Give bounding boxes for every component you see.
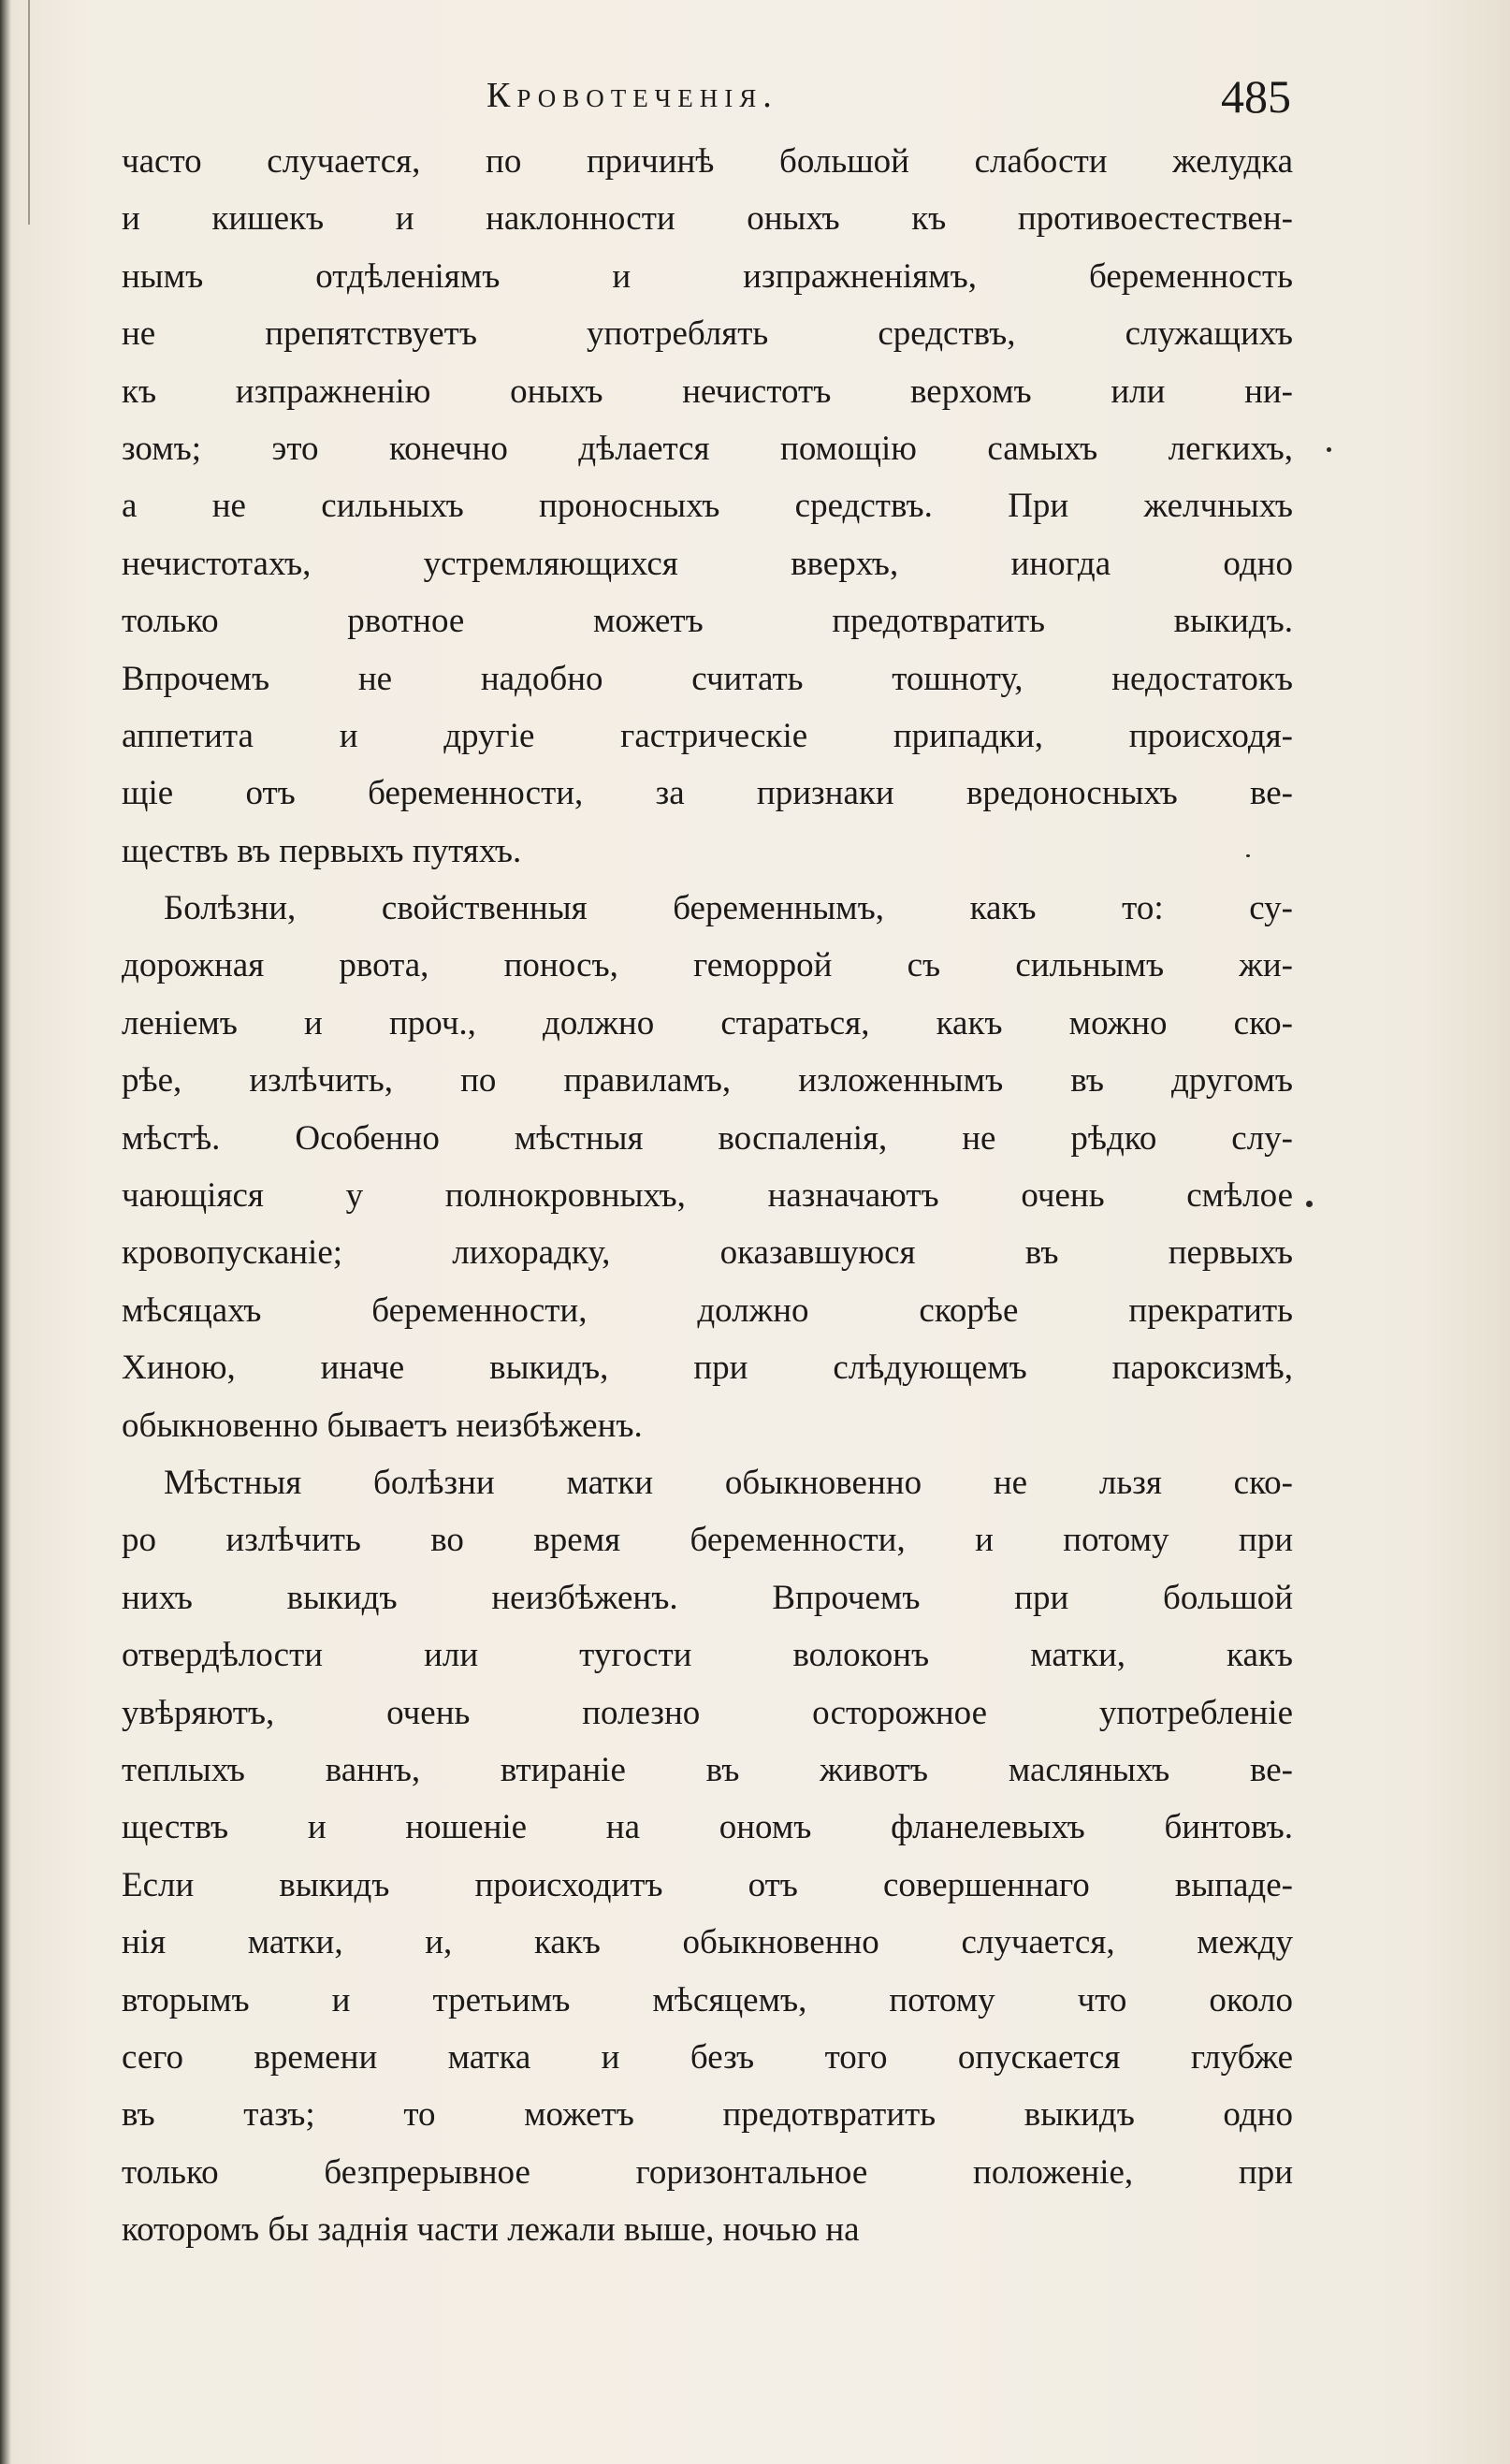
text-line: Впрочемъ не надобно считать тошноту, недостатокъ bbox=[122, 659, 1293, 698]
text-line: которомъ бы заднія части лежали выше, ночью на bbox=[122, 2210, 860, 2250]
text-line: Мѣстныя болѣзни матки обыкновенно не льзя ско- bbox=[164, 1463, 1293, 1502]
text-line: Хиною, иначе выкидъ, при слѣдующемъ пароксизмѣ, bbox=[122, 1349, 1293, 1388]
text-line: аппетита и другіе гастрическіе припадки, происходя- bbox=[122, 716, 1293, 755]
text-line: часто случается, по причинѣ большой слабости желудка bbox=[122, 142, 1293, 181]
text-line: ро излѣчить во время беременности, и потому при bbox=[122, 1521, 1293, 1560]
text-line: отвердѣлости или тугости волоконъ матки, какъ bbox=[122, 1636, 1293, 1675]
text-line: въ тазъ; то можетъ предотвратить выкидъ одно bbox=[122, 2095, 1293, 2135]
text-line: только безпрерывное горизонтальное положеніе, при bbox=[122, 2152, 1293, 2192]
text-line: мѣстѣ. Особенно мѣстныя воспаленія, не рѣдко слу- bbox=[122, 1118, 1293, 1158]
text-line: къ изпражненію оныхъ нечистотъ верхомъ или ни- bbox=[122, 372, 1293, 411]
text-line: кровопусканіе; лихорадку, оказавшуюся въ первыхъ bbox=[122, 1233, 1293, 1273]
text-line: чающіяся у полнокровныхъ, назначаютъ очень смѣлое bbox=[122, 1176, 1293, 1216]
text-line: мѣсяцахъ беременности, должно скорѣе прекратить bbox=[122, 1290, 1293, 1330]
body-text bbox=[122, 133, 1293, 2258]
text-line: нихъ выкидъ неизбѣженъ. Впрочемъ при большой bbox=[122, 1578, 1293, 1617]
text-line: ществъ въ первыхъ путяхъ. bbox=[122, 831, 522, 870]
text-line: увѣряютъ, очень полезно осторожное употребленіе bbox=[122, 1693, 1293, 1732]
page-number: 485 bbox=[1221, 70, 1291, 123]
page-header bbox=[122, 70, 1291, 140]
text-line: теплыхъ ваннъ, втираніе въ животъ масляныхъ ве- bbox=[122, 1750, 1293, 1789]
print-speck bbox=[1327, 447, 1331, 452]
text-line: зомъ; это конечно дѣлается помощію самыхъ легкихъ, bbox=[122, 429, 1293, 468]
text-line: нечистотахъ, устремляющихся вверхъ, иногда одно bbox=[122, 544, 1293, 583]
text-line: сего времени матка и безъ того опускается глубже bbox=[122, 2037, 1293, 2077]
page-edge-shadow bbox=[0, 0, 11, 2464]
print-speck bbox=[1306, 1201, 1313, 1207]
paragraph bbox=[122, 1454, 1293, 2258]
text-line: Если выкидъ происходитъ отъ совершеннаго выпаде- bbox=[122, 1865, 1293, 1904]
text-line: только рвотное можетъ предотвратить выкидъ. bbox=[122, 602, 1293, 641]
paragraph bbox=[122, 880, 1293, 1454]
text-line: вторымъ и третьимъ мѣсяцемъ, потому что около bbox=[122, 1980, 1293, 2019]
print-speck bbox=[1246, 854, 1250, 857]
text-line: нымъ отдѣленіямъ и изпражненіямъ, беременность bbox=[122, 256, 1293, 296]
running-title: Кровотеченія. bbox=[486, 76, 778, 115]
paragraph bbox=[122, 133, 1293, 880]
text-line: ществъ и ношеніе на ономъ фланелевыхъ бинтовъ. bbox=[122, 1808, 1293, 1847]
text-line: леніемъ и проч., должно стараться, какъ можно ско- bbox=[122, 1003, 1293, 1042]
text-line: дорожная рвота, поносъ, геморрой съ сильнымъ жи- bbox=[122, 946, 1293, 985]
text-line: и кишекъ и наклонности оныхъ къ противоестествен- bbox=[122, 199, 1293, 239]
text-line: не препятствуетъ употреблять средствъ, служащихъ bbox=[122, 314, 1293, 354]
text-line: нія матки, и, какъ обыкновенно случается, между bbox=[122, 1923, 1293, 1962]
text-line: обыкновенно бываетъ неизбѣженъ. bbox=[122, 1406, 643, 1445]
page-edge-line bbox=[28, 0, 30, 225]
text-line: рѣе, излѣчить, по правиламъ, изложеннымъ въ другомъ bbox=[122, 1061, 1293, 1101]
text-line: а не сильныхъ проносныхъ средствъ. При желчныхъ bbox=[122, 487, 1293, 526]
text-line: щіе отъ беременности, за признаки вредоносныхъ ве- bbox=[122, 774, 1293, 813]
text-line: Болѣзни, свойственныя беременнымъ, какъ то: су- bbox=[164, 889, 1293, 928]
